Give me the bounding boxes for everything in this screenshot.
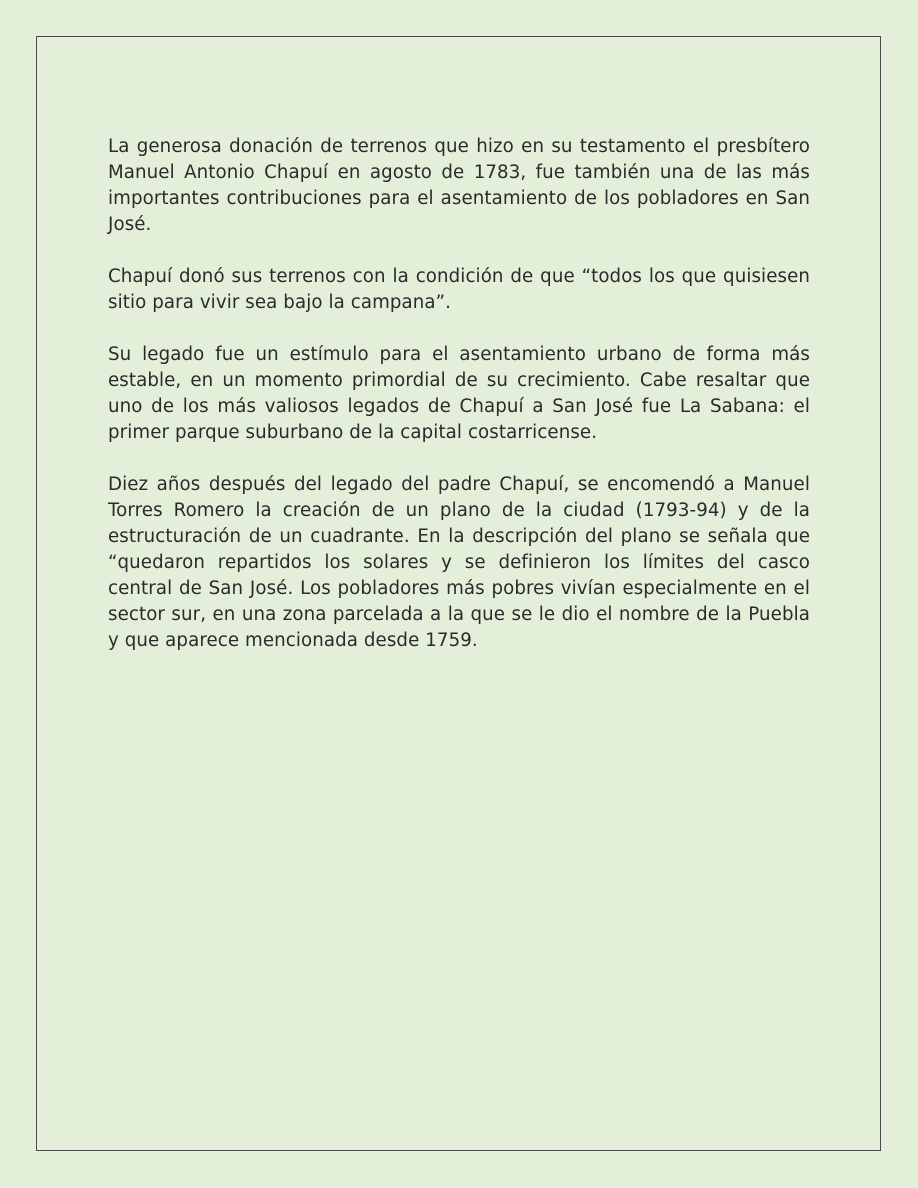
paragraph-legacy: Su legado fue un estímulo para el asentamiento urbano de forma más estable, en un momento primordial de su crecimiento. Cabe resaltar que uno de los más valiosos legados de Chapuí a San José fue La Sabana: el primer parque suburbano de la capital costarricense. (108, 344, 810, 443)
paragraph-city-plan: Diez años después del legado del padre Chapuí, se encomendó a Manuel Torres Romero la creación de un plano de la ciudad (1793-94) y de la estructuración de un cuadrante. En la descripción del plano se señala que “quedaron repartidos los solares y se definieron los límites del casco central de San José. Los pobladores más pobres vivían especialmente en el sector sur, en una zona parcelada a la que se le dio el nombre de la Puebla y que aparece mencionada desde 1759. (108, 474, 810, 651)
document-body (108, 134, 810, 680)
paragraph-condition: Chapuí donó sus terrenos con la condición de que “todos los que quisiesen sitio para vivir sea bajo la campana”. (108, 266, 810, 313)
paragraph-donation: La generosa donación de terrenos que hizo en su testamento el presbítero Manuel Antonio Chapuí en agosto de 1783, fue también una de las más importantes contribuciones para el asentamiento de los pobladores en San José. (108, 136, 810, 235)
